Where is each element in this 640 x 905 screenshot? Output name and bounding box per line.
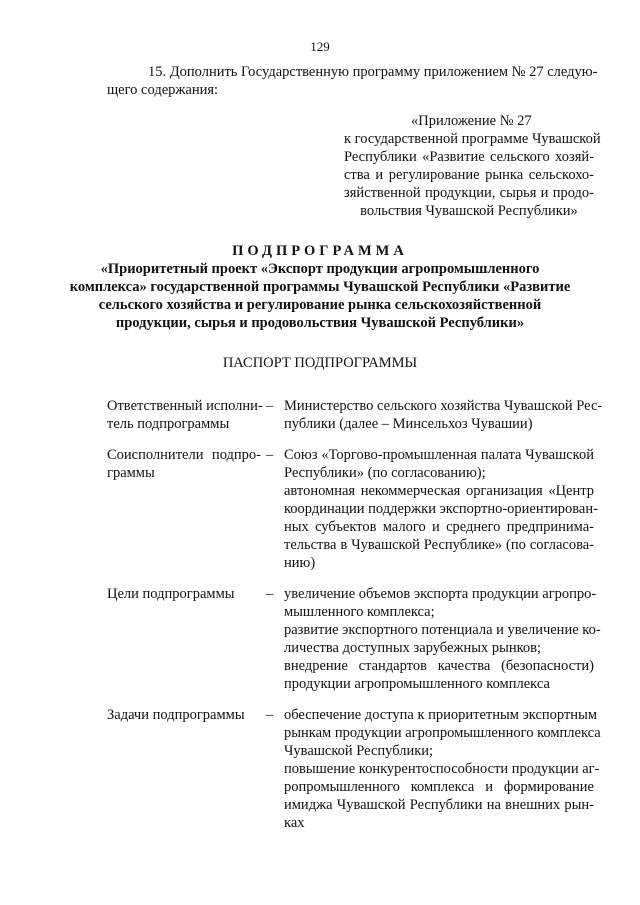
passport-value-line: Союз «Торгово-промышленная палата Чувашской — [284, 447, 594, 463]
passport-value-line: ропромышленного комплекса и формирование — [284, 779, 594, 795]
passport-value-line: нию) — [284, 555, 316, 571]
passport-dash: – — [266, 586, 274, 602]
passport-value-line: тельства в Чувашской Республике» (по согласова- — [284, 537, 594, 553]
passport-value-line: ных субъектов малого и среднего предпринима- — [284, 519, 594, 535]
label-line: Ответственный исполни- — [107, 398, 263, 414]
passport-dash: – — [266, 707, 274, 723]
label-line: Цели подпрограммы — [107, 586, 235, 602]
passport-value-line: публики (далее – Минсельхоз Чувашии) — [284, 416, 533, 432]
passport-value-line: Республики» (по согласованию); — [284, 465, 486, 481]
label-line: тель подпрограммы — [107, 416, 230, 432]
appendix-line-3: Республики «Развитие сельского хозяй- — [344, 149, 594, 165]
passport-value-line: личества доступных зарубежных рынков; — [284, 640, 542, 656]
subprogram-title-line-2: комплекса» государственной программы Чувашской Республики «Развитие — [69, 279, 571, 295]
intro-line-1: 15. Дополнить Государственную программу приложением № 27 следую- — [148, 64, 598, 80]
passport-value-line: повышение конкурентоспособности продукции аг- — [284, 761, 600, 777]
passport-dash: – — [266, 447, 274, 463]
passport-value-line: внедрение стандартов качества (безопасности) — [284, 658, 594, 674]
label-line: Соисполнители подпро- — [107, 447, 261, 463]
intro-line-2: щего содержания: — [107, 82, 219, 98]
appendix-line-6: вольствия Чувашской Республики» — [360, 203, 578, 219]
subprogram-heading: ПОДПРОГРАММА — [232, 243, 408, 259]
passport-heading: ПАСПОРТ ПОДПРОГРАММЫ — [222, 355, 418, 371]
passport-dash: – — [266, 398, 274, 414]
passport-value-line: ках — [284, 815, 305, 831]
page-number: 129 — [310, 39, 330, 54]
appendix-line-4: ства и регулирование рынка сельскохо- — [344, 167, 594, 183]
label-line: Задачи подпрограммы — [107, 707, 245, 723]
passport-row-label — [107, 585, 261, 603]
appendix-title: «Приложение № 27 — [411, 113, 532, 129]
passport-value-line: развитие экспортного потенциала и увеличение ко- — [284, 622, 601, 638]
passport-value-line: имиджа Чувашской Республики на внешних рын- — [284, 797, 594, 813]
passport-value-line: мышленного комплекса; — [284, 604, 435, 620]
passport-row-label — [107, 706, 261, 724]
passport-value-line: увеличение объемов экспорта продукции агропро- — [284, 586, 597, 602]
passport-value-line: продукции агропромышленного комплекса — [284, 676, 550, 692]
passport-row-label — [107, 397, 261, 433]
appendix-line-2: к государственной программе Чувашской — [344, 131, 601, 147]
label-line: граммы — [107, 465, 155, 481]
subprogram-title-line-3: сельского хозяйства и регулирование рынка сельскохозяйственной — [98, 297, 542, 313]
passport-value-line: рынкам продукции агропромышленного комплекса — [284, 725, 601, 741]
subprogram-title-line-1: «Приоритетный проект «Экспорт продукции агропромышленного — [100, 261, 540, 277]
passport-value-line: Чувашской Республики; — [284, 743, 434, 759]
subprogram-title-line-4: продукции, сырья и продовольствия Чувашской Республики» — [115, 315, 525, 331]
passport-value-line: обеспечение доступа к приоритетным экспортным — [284, 707, 597, 723]
appendix-line-5: зяйственной продукции, сырья и продо- — [344, 185, 594, 201]
passport-value-line: координации поддержки экспортно-ориентирован- — [284, 501, 598, 517]
passport-value-line: автономная некоммерческая организация «Центр — [284, 483, 594, 499]
passport-value-line: Министерство сельского хозяйства Чувашской Рес- — [284, 398, 603, 414]
passport-row-label — [107, 446, 261, 482]
